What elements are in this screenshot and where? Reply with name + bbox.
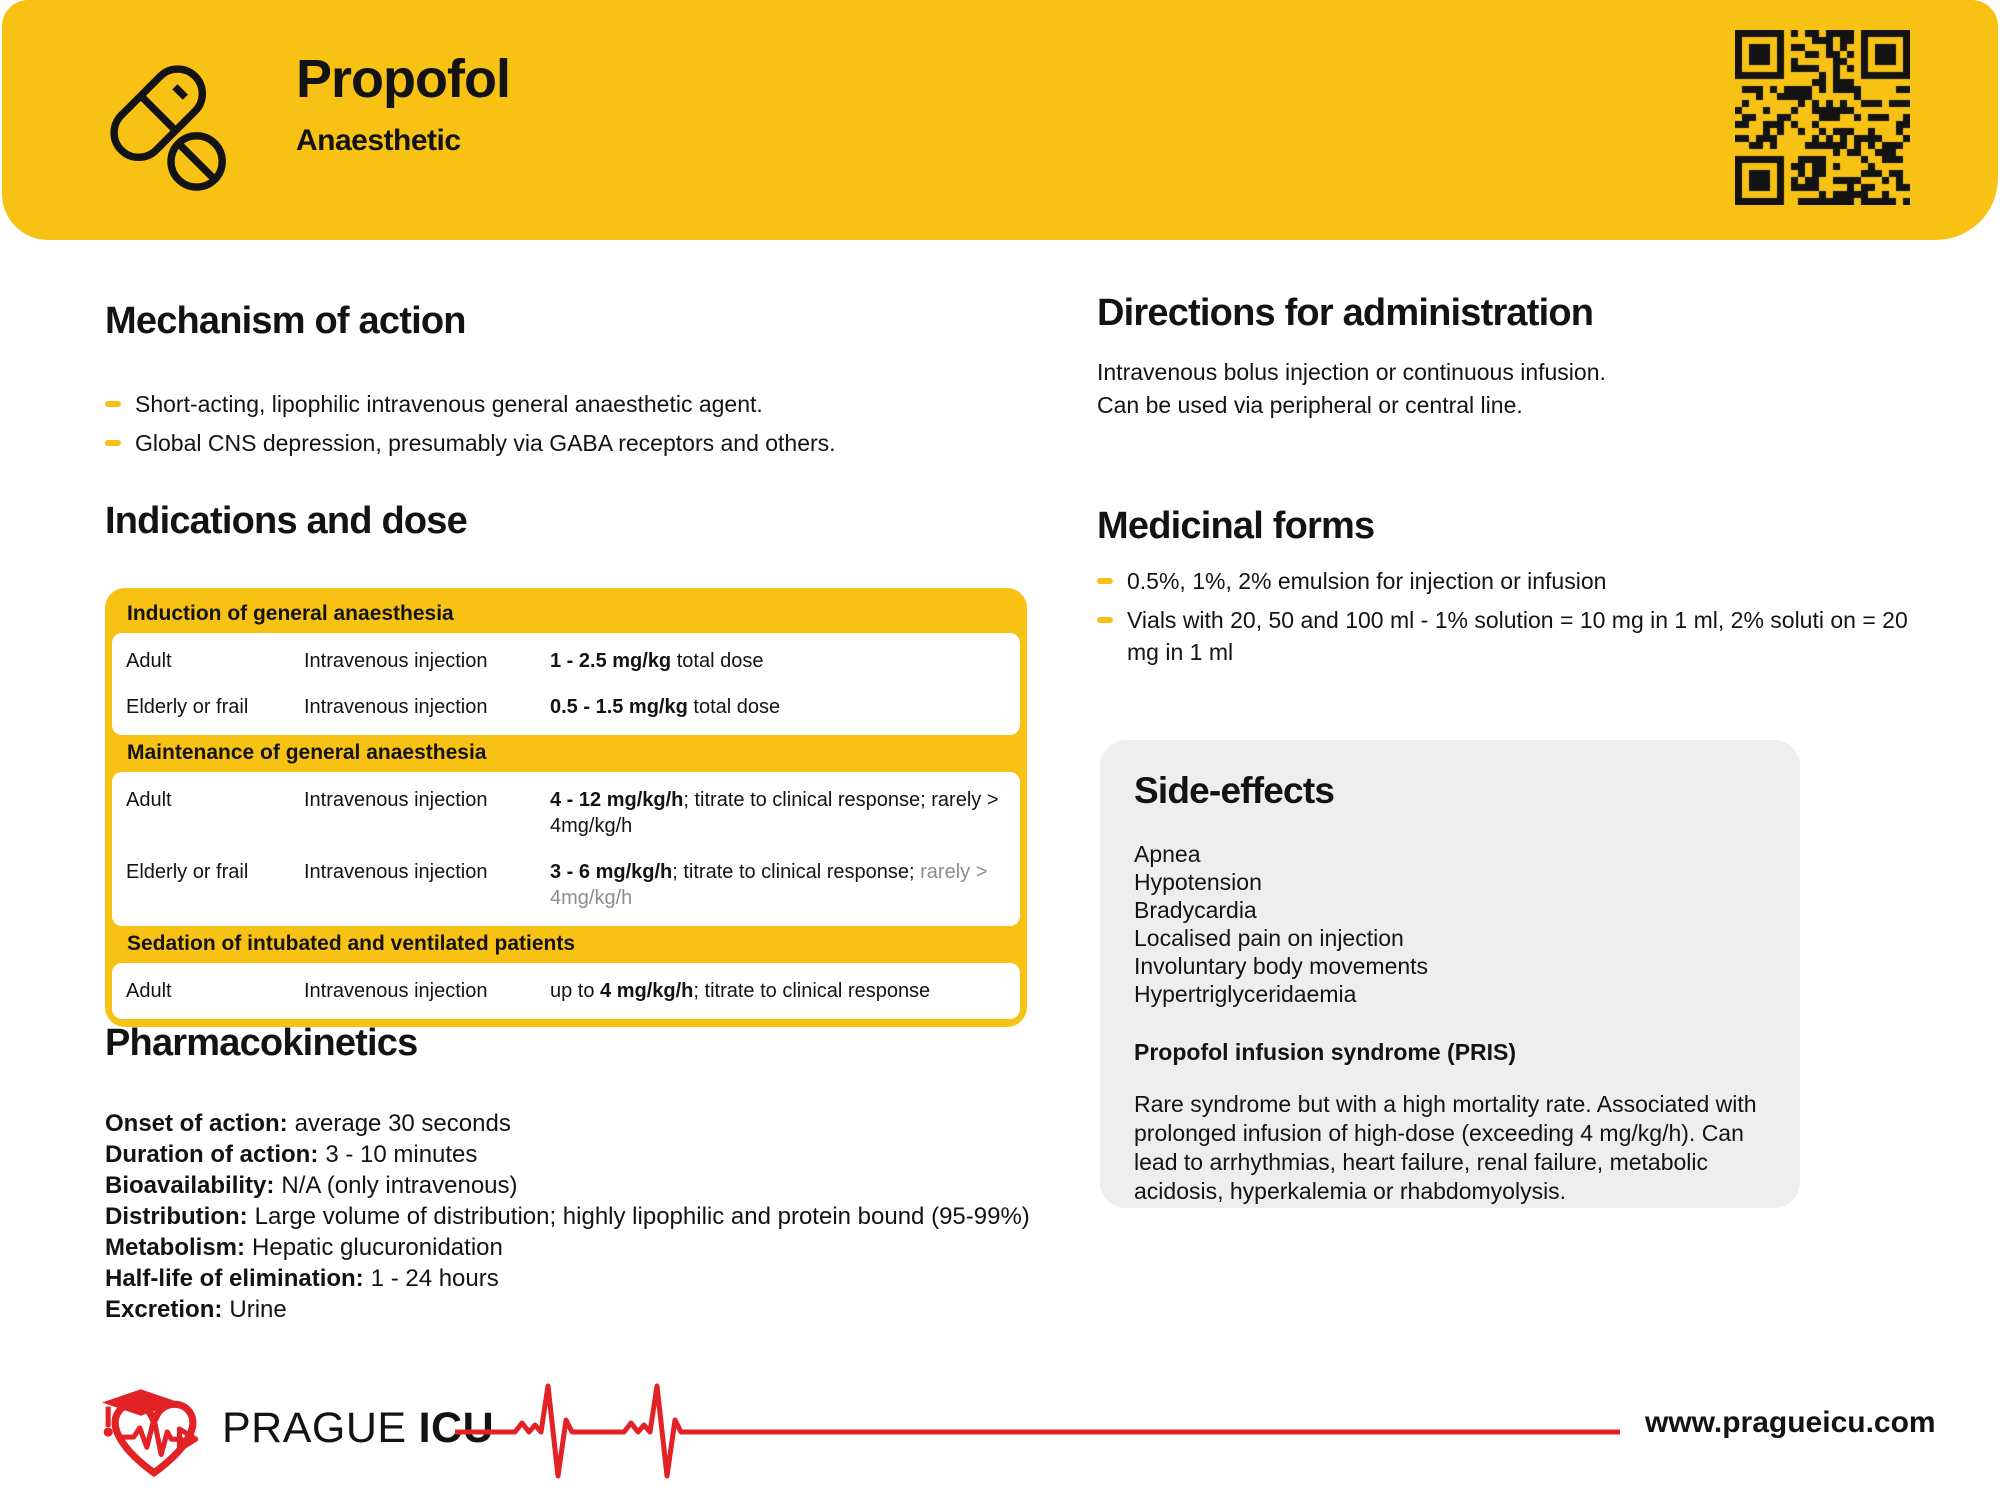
section-title: Directions for administration <box>1097 292 1594 334</box>
list-item: Bradycardia <box>1134 897 1257 923</box>
pk-line: Half-life of elimination: 1 - 24 hours <box>105 1265 499 1292</box>
dash-bullet-icon <box>1097 578 1113 584</box>
qr-code <box>1735 30 1910 205</box>
list-item: Hypertriglyceridaemia <box>1134 981 1357 1007</box>
brand-wordmark: PRAGUE ICU <box>222 1404 495 1452</box>
drug-class-subtitle: Anaesthetic <box>296 124 461 157</box>
pill-capsule-icon <box>106 52 236 200</box>
section-pharmacokinetics <box>105 1020 1035 1325</box>
section-title: Indications and dose <box>105 500 467 542</box>
list-item: Apnea <box>1134 841 1201 867</box>
pk-line: Metabolism: Hepatic glucuronidation <box>105 1234 503 1261</box>
dose-table <box>105 588 1027 1027</box>
section-side-effects <box>1100 740 1800 1208</box>
dose-table-group-header: Sedation of intubated and ventilated patients <box>127 932 576 955</box>
pharmacokinetics-list <box>105 1108 1035 1325</box>
list-item: Hypotension <box>1134 869 1262 895</box>
section-title: Pharmacokinetics <box>105 1022 418 1064</box>
list-item: Localised pain on injection <box>1134 925 1404 951</box>
pk-line: Onset of action: average 30 seconds <box>105 1110 511 1137</box>
table-row: Elderly or frail Intravenous injection 3 - 6 mg/kg/h; titrate to clinical response; rarely > 4mg/kg/h <box>112 849 1020 921</box>
table-row: Adult Intravenous injection 4 - 12 mg/kg/h; titrate to clinical response; rarely > 4mg/kg/h <box>112 777 1020 849</box>
section-medicinal-forms <box>1097 503 1927 675</box>
dose-table-group-header: Maintenance of general anaesthesia <box>127 741 487 764</box>
directions-text: Intravenous bolus injection or continuous infusion. Can be used via peripheral or central line. <box>1097 359 1606 418</box>
pk-line: Excretion: Urine <box>105 1296 287 1323</box>
pk-line: Duration of action: 3 - 10 minutes <box>105 1141 478 1168</box>
list-item: Vials with 20, 50 and 100 ml - 1% solution = 10 mg in 1 ml, 2% soluti on = 20 mg in 1 ml <box>1097 604 1927 668</box>
table-row: Adult Intravenous injection up to 4 mg/kg/h; titrate to clinical response <box>112 968 1020 1014</box>
list-item: 0.5%, 1%, 2% emulsion for injection or infusion <box>1097 565 1927 597</box>
prague-icu-heart-logo <box>98 1380 210 1482</box>
dose-cell: 0.5 - 1.5 mg/kg total dose <box>550 696 781 718</box>
dose-cell: 3 - 6 mg/kg/h; titrate to clinical response; rarely > 4mg/kg/h <box>550 861 988 909</box>
header-banner <box>2 0 1998 240</box>
pris-subheading: Propofol infusion syndrome (PRIS) <box>1134 1039 1517 1065</box>
table-row: Elderly or frail Intravenous injection 0.5 - 1.5 mg/kg total dose <box>112 684 1020 730</box>
table-row: Adult Intravenous injection 1 - 2.5 mg/kg total dose <box>112 638 1020 684</box>
website-url: www.pragueicu.com <box>1645 1406 1936 1439</box>
dash-bullet-icon <box>1097 617 1113 623</box>
pk-line: Bioavailability: N/A (only intravenous) <box>105 1172 518 1199</box>
section-mechanism-of-action <box>105 298 1015 466</box>
pk-line: Distribution: Large volume of distribution; highly lipophilic and protein bound (95-99%) <box>105 1203 1030 1230</box>
dash-bullet-icon <box>105 440 121 446</box>
drug-title: Propofol <box>296 49 510 109</box>
list-item: Short-acting, lipophilic intravenous general anaesthetic agent. <box>105 388 1015 420</box>
dose-cell: 1 - 2.5 mg/kg total dose <box>550 650 764 672</box>
ecg-line-icon <box>455 1372 1620 1492</box>
section-indications-and-dose <box>105 498 1027 1027</box>
section-title: Mechanism of action <box>105 300 466 342</box>
dash-bullet-icon <box>105 401 121 407</box>
title-block <box>296 50 510 158</box>
section-title: Side-effects <box>1134 770 1335 811</box>
dose-cell: 4 - 12 mg/kg/h; titrate to clinical response; rarely > 4mg/kg/h <box>550 789 999 837</box>
dose-table-group <box>112 963 1020 1019</box>
dose-table-group-header: Induction of general anaesthesia <box>127 602 454 625</box>
section-title: Medicinal forms <box>1097 505 1375 547</box>
side-effects-list <box>1134 840 1766 1008</box>
list-item: Global CNS depression, presumably via GABA receptors and others. <box>105 427 1015 459</box>
list-item: Involuntary body movements <box>1134 953 1429 979</box>
pris-paragraph: Rare syndrome but with a high mortality rate. Associated with prolonged infusion of high-dose (exceeding 4 mg/kg/h). Can lead to arrhythmias, heart failure, renal failure, metabolic acidosis, hyperkalemia or rhabdomyolysis. <box>1134 1091 1757 1204</box>
dose-table-group <box>112 633 1020 735</box>
dose-table-group <box>112 772 1020 926</box>
section-directions <box>1097 290 1917 422</box>
dose-cell: up to 4 mg/kg/h; titrate to clinical response <box>550 980 931 1002</box>
